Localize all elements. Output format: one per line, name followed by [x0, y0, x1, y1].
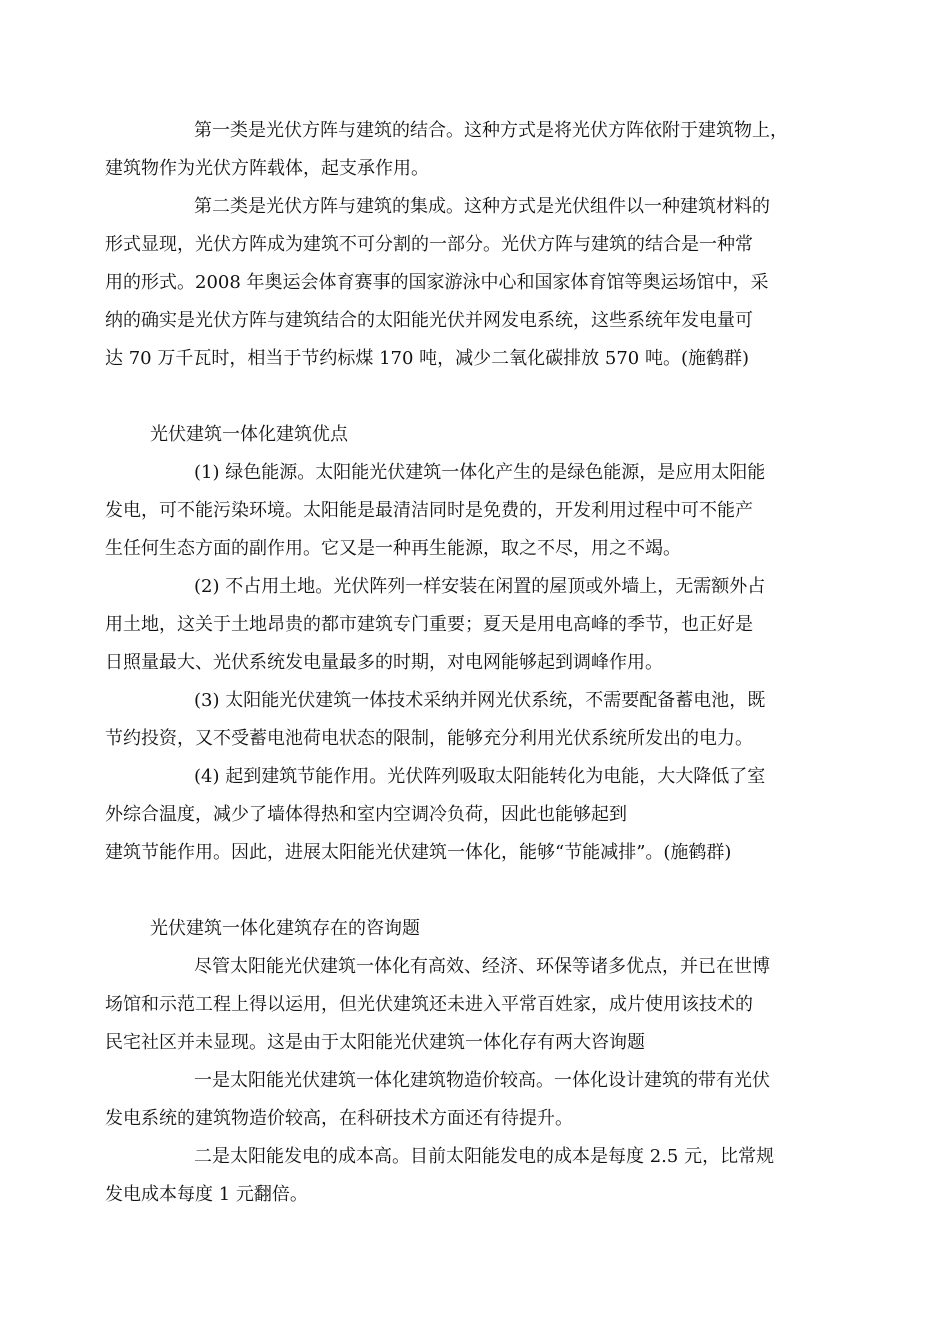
paragraph-line: 建筑节能作用。因此，进展太阳能光伏建筑一体化，能够“节能减排”。(施鹤群) [105, 842, 732, 863]
paragraph-line: 一是太阳能光伏建筑一体化建筑物造价较高。一体化设计建筑的带有光伏 [194, 1070, 770, 1091]
paragraph-line: 用的形式。2008 年奥运会体育赛事的国家游泳中心和国家体育馆等奥运场馆中，采 [105, 272, 769, 293]
paragraph-line: 发电，可不能污染环境。太阳能是最清洁同时是免费的，开发利用过程中可不能产 [105, 500, 753, 521]
paragraph-line: 外综合温度，减少了墙体得热和室内空调冷负荷，因此也能够起到 [105, 804, 627, 825]
paragraph-line: 场馆和示范工程上得以运用，但光伏建筑还未进入平常百姓家，成片使用该技术的 [105, 994, 753, 1015]
paragraph-line: 生任何生态方面的副作用。它又是一种再生能源，取之不尽，用之不竭。 [105, 538, 681, 559]
paragraph-line: (1) 绿色能源。太阳能光伏建筑一体化产生的是绿色能源，是应用太阳能 [194, 462, 766, 483]
paragraph-line: 纳的确实是光伏方阵与建筑结合的太阳能光伏并网发电系统，这些系统年发电量可 [105, 310, 753, 331]
paragraph-line: 发电成本每度 1 元翻倍。 [105, 1184, 308, 1205]
paragraph-line: 形式显现，光伏方阵成为建筑不可分割的一部分。光伏方阵与建筑的结合是一种常 [105, 234, 753, 255]
section-heading: 光伏建筑一体化建筑优点 [150, 424, 348, 445]
section-heading: 光伏建筑一体化建筑存在的咨询题 [150, 918, 420, 939]
paragraph-line: 日照量最大、光伏系统发电量最多的时期，对电网能够起到调峰作用。 [105, 652, 663, 673]
paragraph-line: 尽管太阳能光伏建筑一体化有高效、经济、环保等诸多优点，并已在世博 [194, 956, 770, 977]
paragraph-line: 第一类是光伏方阵与建筑的结合。这种方式是将光伏方阵依附于建筑物上， [194, 120, 788, 141]
paragraph-line: 发电系统的建筑物造价较高，在科研技术方面还有待提升。 [105, 1108, 573, 1129]
paragraph-line: 达 70 万千瓦时，相当于节约标煤 170 吨，减少二氧化碳排放 570 吨。(施鹤群) [105, 348, 749, 369]
paragraph-line: (3) 太阳能光伏建筑一体技术采纳并网光伏系统，不需要配备蓄电池，既 [194, 690, 766, 711]
paragraph-line: 第二类是光伏方阵与建筑的集成。这种方式是光伏组件以一种建筑材料的 [194, 196, 770, 217]
paragraph-line: (4) 起到建筑节能作用。光伏阵列吸取太阳能转化为电能，大大降低了室 [194, 766, 766, 787]
paragraph-line: 用土地，这关于土地昂贵的都市建筑专门重要；夏天是用电高峰的季节，也正好是 [105, 614, 753, 635]
paragraph-line: (2) 不占用土地。光伏阵列一样安装在闲置的屋顶或外墙上，无需额外占 [194, 576, 766, 597]
paragraph-line: 民宅社区并未显现。这是由于太阳能光伏建筑一体化存有两大咨询题 [105, 1032, 645, 1053]
paragraph-line: 建筑物作为光伏方阵载体，起支承作用。 [105, 158, 429, 179]
paragraph-line: 节约投资，又不受蓄电池荷电状态的限制，能够充分利用光伏系统所发出的电力。 [105, 728, 753, 749]
paragraph-line: 二是太阳能发电的成本高。目前太阳能发电的成本是每度 2.5 元，比常规 [194, 1146, 775, 1167]
